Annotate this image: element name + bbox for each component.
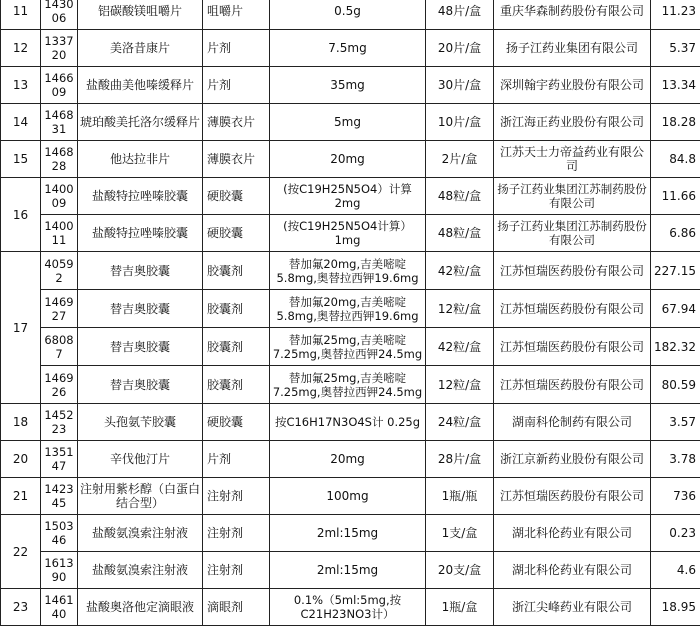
specification: 100mg [270,478,426,515]
manufacturer: 江苏恒瑞医药股份有限公司 [494,290,651,328]
dosage-form: 硬胶囊 [203,215,270,252]
row-number: 13 [1,67,41,104]
table-row [1,515,700,552]
packaging: 48粒/盒 [426,215,494,252]
price: 736 [651,478,700,515]
drug-code: 146831 [41,104,78,141]
dosage-form: 胶囊剂 [203,290,270,328]
row-number: 22 [1,515,41,589]
drug-name: 替吉奥胶囊 [78,252,203,290]
packaging: 42粒/盒 [426,252,494,290]
table-row [1,0,700,30]
drug-name: 美洛昔康片 [78,30,203,67]
row-number: 11 [1,0,41,30]
price: 18.28 [651,104,700,141]
specification: 7.5mg [270,30,426,67]
table-row [1,30,700,67]
specification: (按C19H25N5O4计算）1mg [270,215,426,252]
price: 0.23 [651,515,700,552]
price: 3.78 [651,441,700,478]
table-row [1,552,700,589]
dosage-form: 硬胶囊 [203,404,270,441]
price: 3.57 [651,404,700,441]
specification: 0.5g [270,0,426,30]
manufacturer: 湖南科伦制药有限公司 [494,404,651,441]
row-number: 12 [1,30,41,67]
drug-name: 琥珀酸美托洛尔缓释片 [78,104,203,141]
table-row [1,404,700,441]
specification: 35mg [270,67,426,104]
drug-code: 140011 [41,215,78,252]
dosage-form: 注射剂 [203,515,270,552]
drug-name: 盐酸曲美他嗪缓释片 [78,67,203,104]
drug-code: 135147 [41,441,78,478]
price: 4.6 [651,552,700,589]
drug-name: 头孢氨苄胶囊 [78,404,203,441]
drug-name: 辛伐他汀片 [78,441,203,478]
drug-code: 68087 [41,328,78,366]
dosage-form: 硬胶囊 [203,178,270,215]
packaging: 24粒/盒 [426,404,494,441]
dosage-form: 胶囊剂 [203,366,270,404]
drug-code: 146609 [41,67,78,104]
table-row [1,178,700,215]
table-row [1,366,700,404]
drug-name: 替吉奥胶囊 [78,328,203,366]
drug-code: 133720 [41,30,78,67]
drug-code: 143006 [41,0,78,30]
packaging: 28片/盒 [426,441,494,478]
packaging: 42粒/盒 [426,328,494,366]
table-row [1,252,700,290]
price: 11.66 [651,178,700,215]
price: 227.15 [651,252,700,290]
row-number: 17 [1,252,41,404]
packaging: 48粒/盒 [426,178,494,215]
packaging: 48片/盒 [426,0,494,30]
drug-code: 146140 [41,589,78,626]
specification: 替加氟20mg,吉美嘧啶5.8mg,奥替拉西钾19.6mg [270,252,426,290]
specification: (按C19H25N5O4）计算2mg [270,178,426,215]
table-row [1,290,700,328]
manufacturer: 湖北科伦药业有限公司 [494,552,651,589]
dosage-form: 片剂 [203,67,270,104]
table-row [1,441,700,478]
dosage-form: 注射剂 [203,552,270,589]
row-number: 18 [1,404,41,441]
row-number: 20 [1,441,41,478]
table-row [1,478,700,515]
drug-code: 142345 [41,478,78,515]
drug-code: 146828 [41,141,78,178]
table-row [1,328,700,366]
dosage-form: 咀嚼片 [203,0,270,30]
packaging: 1瓶/瓶 [426,478,494,515]
packaging: 30片/盒 [426,67,494,104]
price: 5.37 [651,30,700,67]
specification: 20mg [270,441,426,478]
packaging: 10片/盒 [426,104,494,141]
drug-name: 盐酸奥洛他定滴眼液 [78,589,203,626]
price: 18.95 [651,589,700,626]
dosage-form: 薄膜衣片 [203,141,270,178]
drug-code: 161390 [41,552,78,589]
manufacturer: 浙江京新药业股份有限公司 [494,441,651,478]
manufacturer: 江苏恒瑞医药股份有限公司 [494,328,651,366]
specification: 5mg [270,104,426,141]
drug-code: 145223 [41,404,78,441]
price: 80.59 [651,366,700,404]
price: 11.23 [651,0,700,30]
packaging: 12粒/盒 [426,290,494,328]
drug-name: 注射用紫杉醇（白蛋白结合型） [78,478,203,515]
row-number: 23 [1,589,41,626]
dosage-form: 胶囊剂 [203,328,270,366]
row-number: 15 [1,141,41,178]
manufacturer: 江苏恒瑞医药股份有限公司 [494,366,651,404]
table-row [1,141,700,178]
manufacturer: 深圳翰宇药业股份有限公司 [494,67,651,104]
packaging: 1支/盒 [426,515,494,552]
drug-code: 146927 [41,290,78,328]
specification: 替加氟25mg,吉美嘧啶7.25mg,奥替拉西钾24.5mg [270,328,426,366]
manufacturer: 江苏恒瑞医药股份有限公司 [494,252,651,290]
specification: 替加氟20mg,吉美嘧啶5.8mg,奥替拉西钾19.6mg [270,290,426,328]
manufacturer: 扬子江药业集团有限公司 [494,30,651,67]
specification: 替加氟25mg,吉美嘧啶7.25mg,奥替拉西钾24.5mg [270,366,426,404]
table-row [1,67,700,104]
table-row [1,589,700,626]
manufacturer: 重庆华森制药股份有限公司 [494,0,651,30]
dosage-form: 注射剂 [203,478,270,515]
table-row [1,104,700,141]
drug-name: 替吉奥胶囊 [78,366,203,404]
manufacturer: 浙江尖峰药业有限公司 [494,589,651,626]
dosage-form: 胶囊剂 [203,252,270,290]
drug-name: 铝碳酸镁咀嚼片 [78,0,203,30]
dosage-form: 片剂 [203,441,270,478]
drug-name: 盐酸特拉唑嗪胶囊 [78,178,203,215]
drug-name: 盐酸氨溴索注射液 [78,515,203,552]
packaging: 20片/盒 [426,30,494,67]
packaging: 2片/盒 [426,141,494,178]
specification: 0.1%（5ml:5mg,按C21H23NO3计） [270,589,426,626]
row-number: 16 [1,178,41,252]
manufacturer: 浙江海正药业股份有限公司 [494,104,651,141]
drug-name: 他达拉非片 [78,141,203,178]
row-number: 14 [1,104,41,141]
dosage-form: 薄膜衣片 [203,104,270,141]
specification: 按C16H17N3O4S计 0.25g [270,404,426,441]
price: 67.94 [651,290,700,328]
dosage-form: 滴眼剂 [203,589,270,626]
price: 182.32 [651,328,700,366]
packaging: 12粒/盒 [426,366,494,404]
drug-name: 盐酸氨溴索注射液 [78,552,203,589]
drug-code: 150346 [41,515,78,552]
drug-code: 146926 [41,366,78,404]
manufacturer: 江苏恒瑞医药股份有限公司 [494,478,651,515]
row-number: 21 [1,478,41,515]
price: 6.86 [651,215,700,252]
drug-name: 盐酸特拉唑嗪胶囊 [78,215,203,252]
price: 13.34 [651,67,700,104]
manufacturer: 扬子江药业集团江苏制药股份有限公司 [494,215,651,252]
table-row [1,215,700,252]
dosage-form: 片剂 [203,30,270,67]
drug-code: 140009 [41,178,78,215]
packaging: 20支/盒 [426,552,494,589]
specification: 2ml:15mg [270,515,426,552]
drug-code: 40592 [41,252,78,290]
specification: 2ml:15mg [270,552,426,589]
manufacturer: 扬子江药业集团江苏制药股份有限公司 [494,178,651,215]
manufacturer: 湖北科伦药业有限公司 [494,515,651,552]
manufacturer: 江苏天士力帝益药业有限公司 [494,141,651,178]
price: 84.8 [651,141,700,178]
specification: 20mg [270,141,426,178]
drug-name: 替吉奥胶囊 [78,290,203,328]
packaging: 1瓶/盒 [426,589,494,626]
